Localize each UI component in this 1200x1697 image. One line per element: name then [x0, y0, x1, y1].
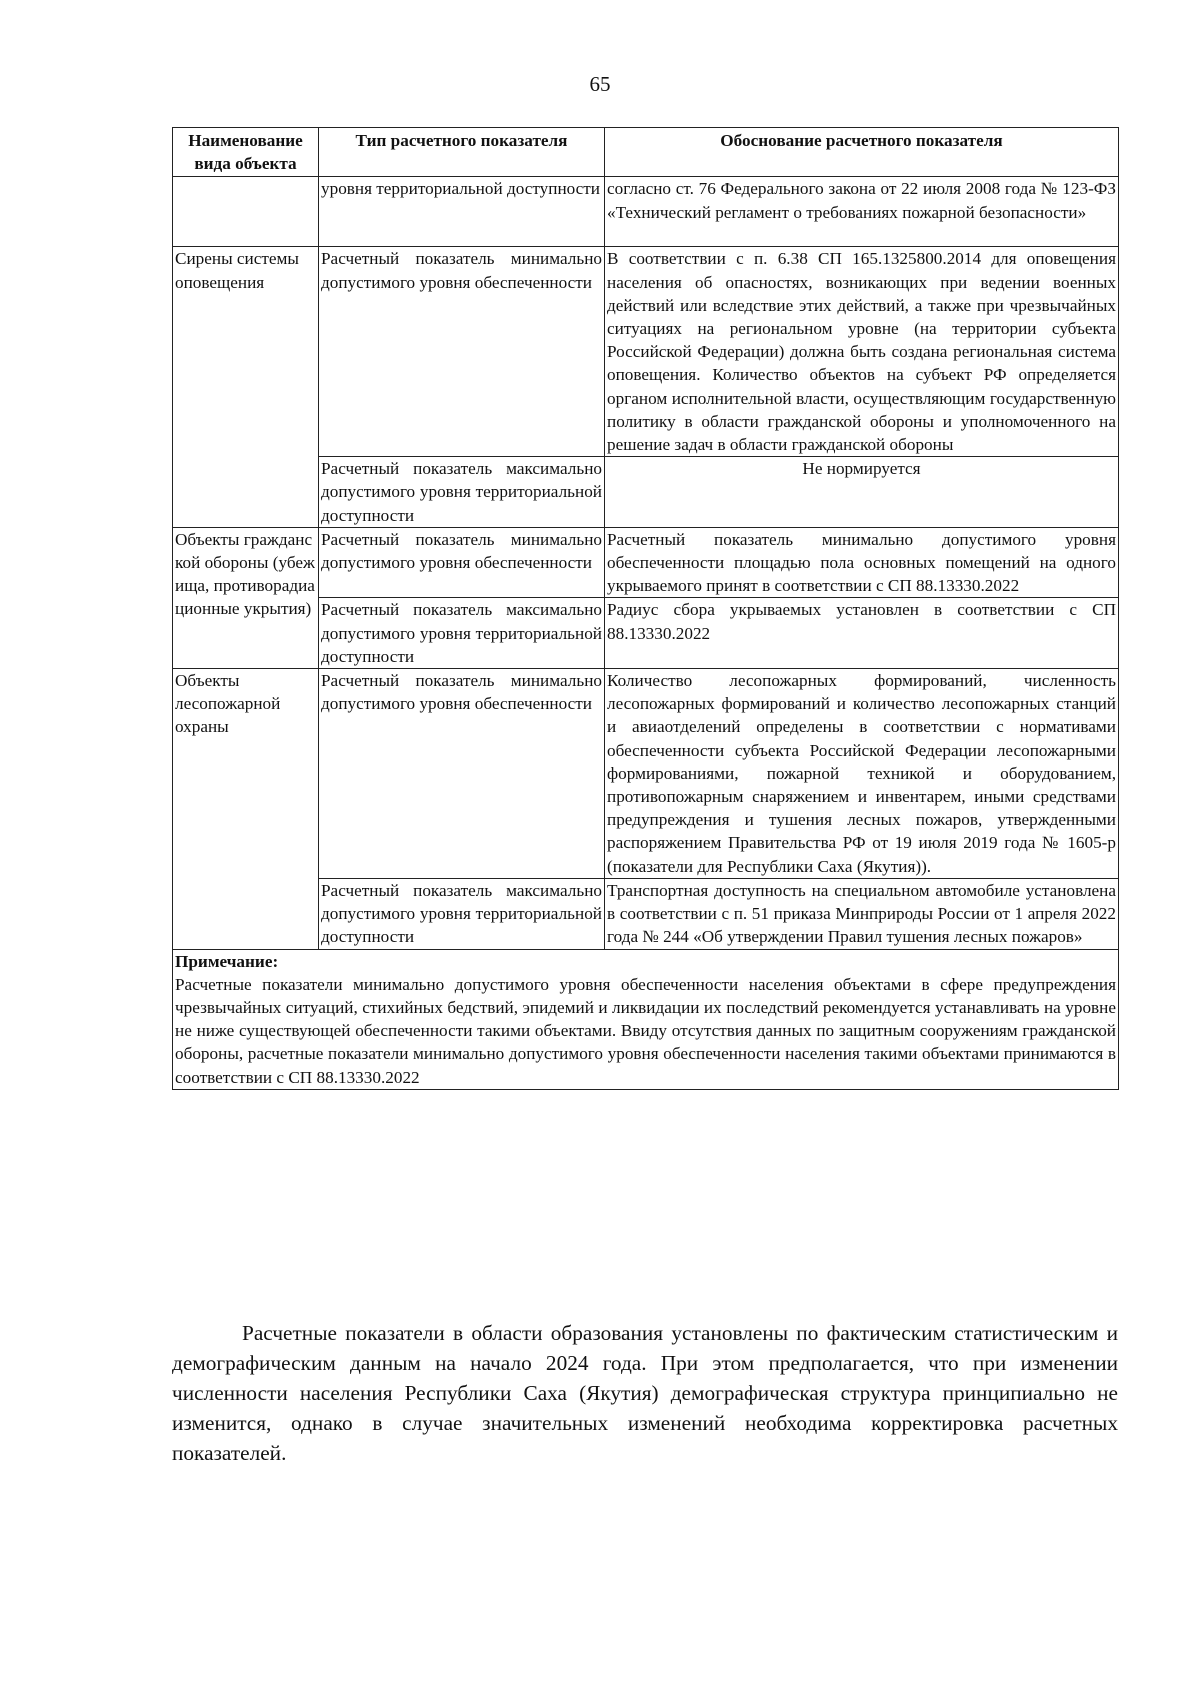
table-row — [173, 527, 1119, 598]
justification-cell: согласно ст. 76 Федерального закона от 22 июля 2008 года № 123-ФЗ «Технический регламент о требованиях пожарной безопасности» — [605, 177, 1119, 247]
note-cell — [173, 949, 1119, 1089]
justification-cell: Расчетный показатель минимально допустимого уровня обеспеченности площадью пола основных помещений на одного укрываемого принят в соответствии с СП 88.13330.2022 — [605, 527, 1119, 598]
type-cell: Расчетный показатель минимально допустимого уровня обеспеченности — [319, 669, 605, 879]
justification-cell: В соответствии с п. 6.38 СП 165.1325800.2014 для оповещения населения об опасностях, возникающих при ведении военных действий или вследствие этих действий, а также при чрезвычайных ситуациях на региональном уровне (на территории субъекта Российской Федерации) должна быть создана региональная система оповещения. Количество объектов на субъект РФ определяется органом исполнительной власти, осуществляющим государственную политику в области гражданской обороны и уполномоченного на решение задач в области гражданской обороны — [605, 247, 1119, 457]
justification-cell: Не нормируется — [605, 457, 1119, 528]
object-cell: Объекты гражданской обороны (убежища, противорадиационные укрытия) — [173, 527, 319, 668]
table-row — [173, 247, 1119, 457]
type-cell: уровня территориальной доступности — [319, 177, 605, 247]
object-cell: Объекты лесопожарной охраны — [173, 669, 319, 949]
page-number: 65 — [589, 72, 611, 96]
note-text: Расчетные показатели минимально допустимого уровня обеспеченности населения объектами в сфере предупреждения чрезвычайных ситуаций, стихийных бедствий, эпидемий и ликвидации их последствий рекомендуется устанавливать на уровне не ниже существующей обеспеченности такими объектами. Ввиду отсутствия данных по защитным сооружениям гражданской обороны, расчетные показатели минимально допустимого уровня обеспеченности населения такими объектами принимаются в соответствии с СП 88.13330.2022 — [175, 974, 1116, 1087]
justification-cell: Количество лесопожарных формирований, численность лесопожарных формирований и количество лесопожарных станций и авиаотделений определены в соответствии с нормативами обеспеченности субъекта Российской Федерации лесопожарными формированиями, пожарной техникой и оборудованием, противопожарным снаряжением и инвентарем, иными средствами предупреждения и тушения лесных пожаров, утвержденными распоряжением Правительства РФ от 19 июля 2019 года № 1605-р (показатели для Республики Саха (Якутия)). — [605, 669, 1119, 879]
type-cell: Расчетный показатель максимально допустимого уровня территориальной доступности — [319, 457, 605, 528]
header-indicator-type: Тип расчетного показателя — [319, 128, 605, 177]
type-cell: Расчетный показатель минимально допустимого уровня обеспеченности — [319, 527, 605, 598]
header-justification: Обоснование расчетного показателя — [605, 128, 1119, 177]
body-paragraph: Расчетные показатели в области образования установлены по фактическим статистическим и демографическим данным на начало 2024 года. При этом предполагается, что при изменении численности населения Республики Саха (Якутия) демографическая структура принципиально не изменится, однако в случае значительных изменений необходима корректировка расчетных показателей. — [172, 1321, 1118, 1465]
note-title: Примечание: — [175, 951, 279, 971]
object-cell: Сирены системы оповещения — [173, 247, 319, 527]
table-row — [173, 669, 1119, 879]
type-cell: Расчетный показатель максимально допустимого уровня территориальной доступности — [319, 878, 605, 949]
table-header-row — [173, 128, 1119, 177]
justification-cell: Радиус сбора укрываемых установлен в соответствии с СП 88.13330.2022 — [605, 598, 1119, 669]
justification-cell: Транспортная доступность на специальном автомобиле установлена в соответствии с п. 51 приказа Минприроды России от 1 апреля 2022 года № 244 «Об утверждении Правил тушения лесных пожаров» — [605, 878, 1119, 949]
object-cell — [173, 177, 319, 247]
indicators-table — [172, 127, 1119, 1090]
table-row — [173, 177, 1119, 247]
header-object-name: Наименование вида объекта — [173, 128, 319, 177]
type-cell: Расчетный показатель минимально допустимого уровня обеспеченности — [319, 247, 605, 457]
note-row — [173, 949, 1119, 1089]
type-cell: Расчетный показатель максимально допустимого уровня территориальной доступности — [319, 598, 605, 669]
